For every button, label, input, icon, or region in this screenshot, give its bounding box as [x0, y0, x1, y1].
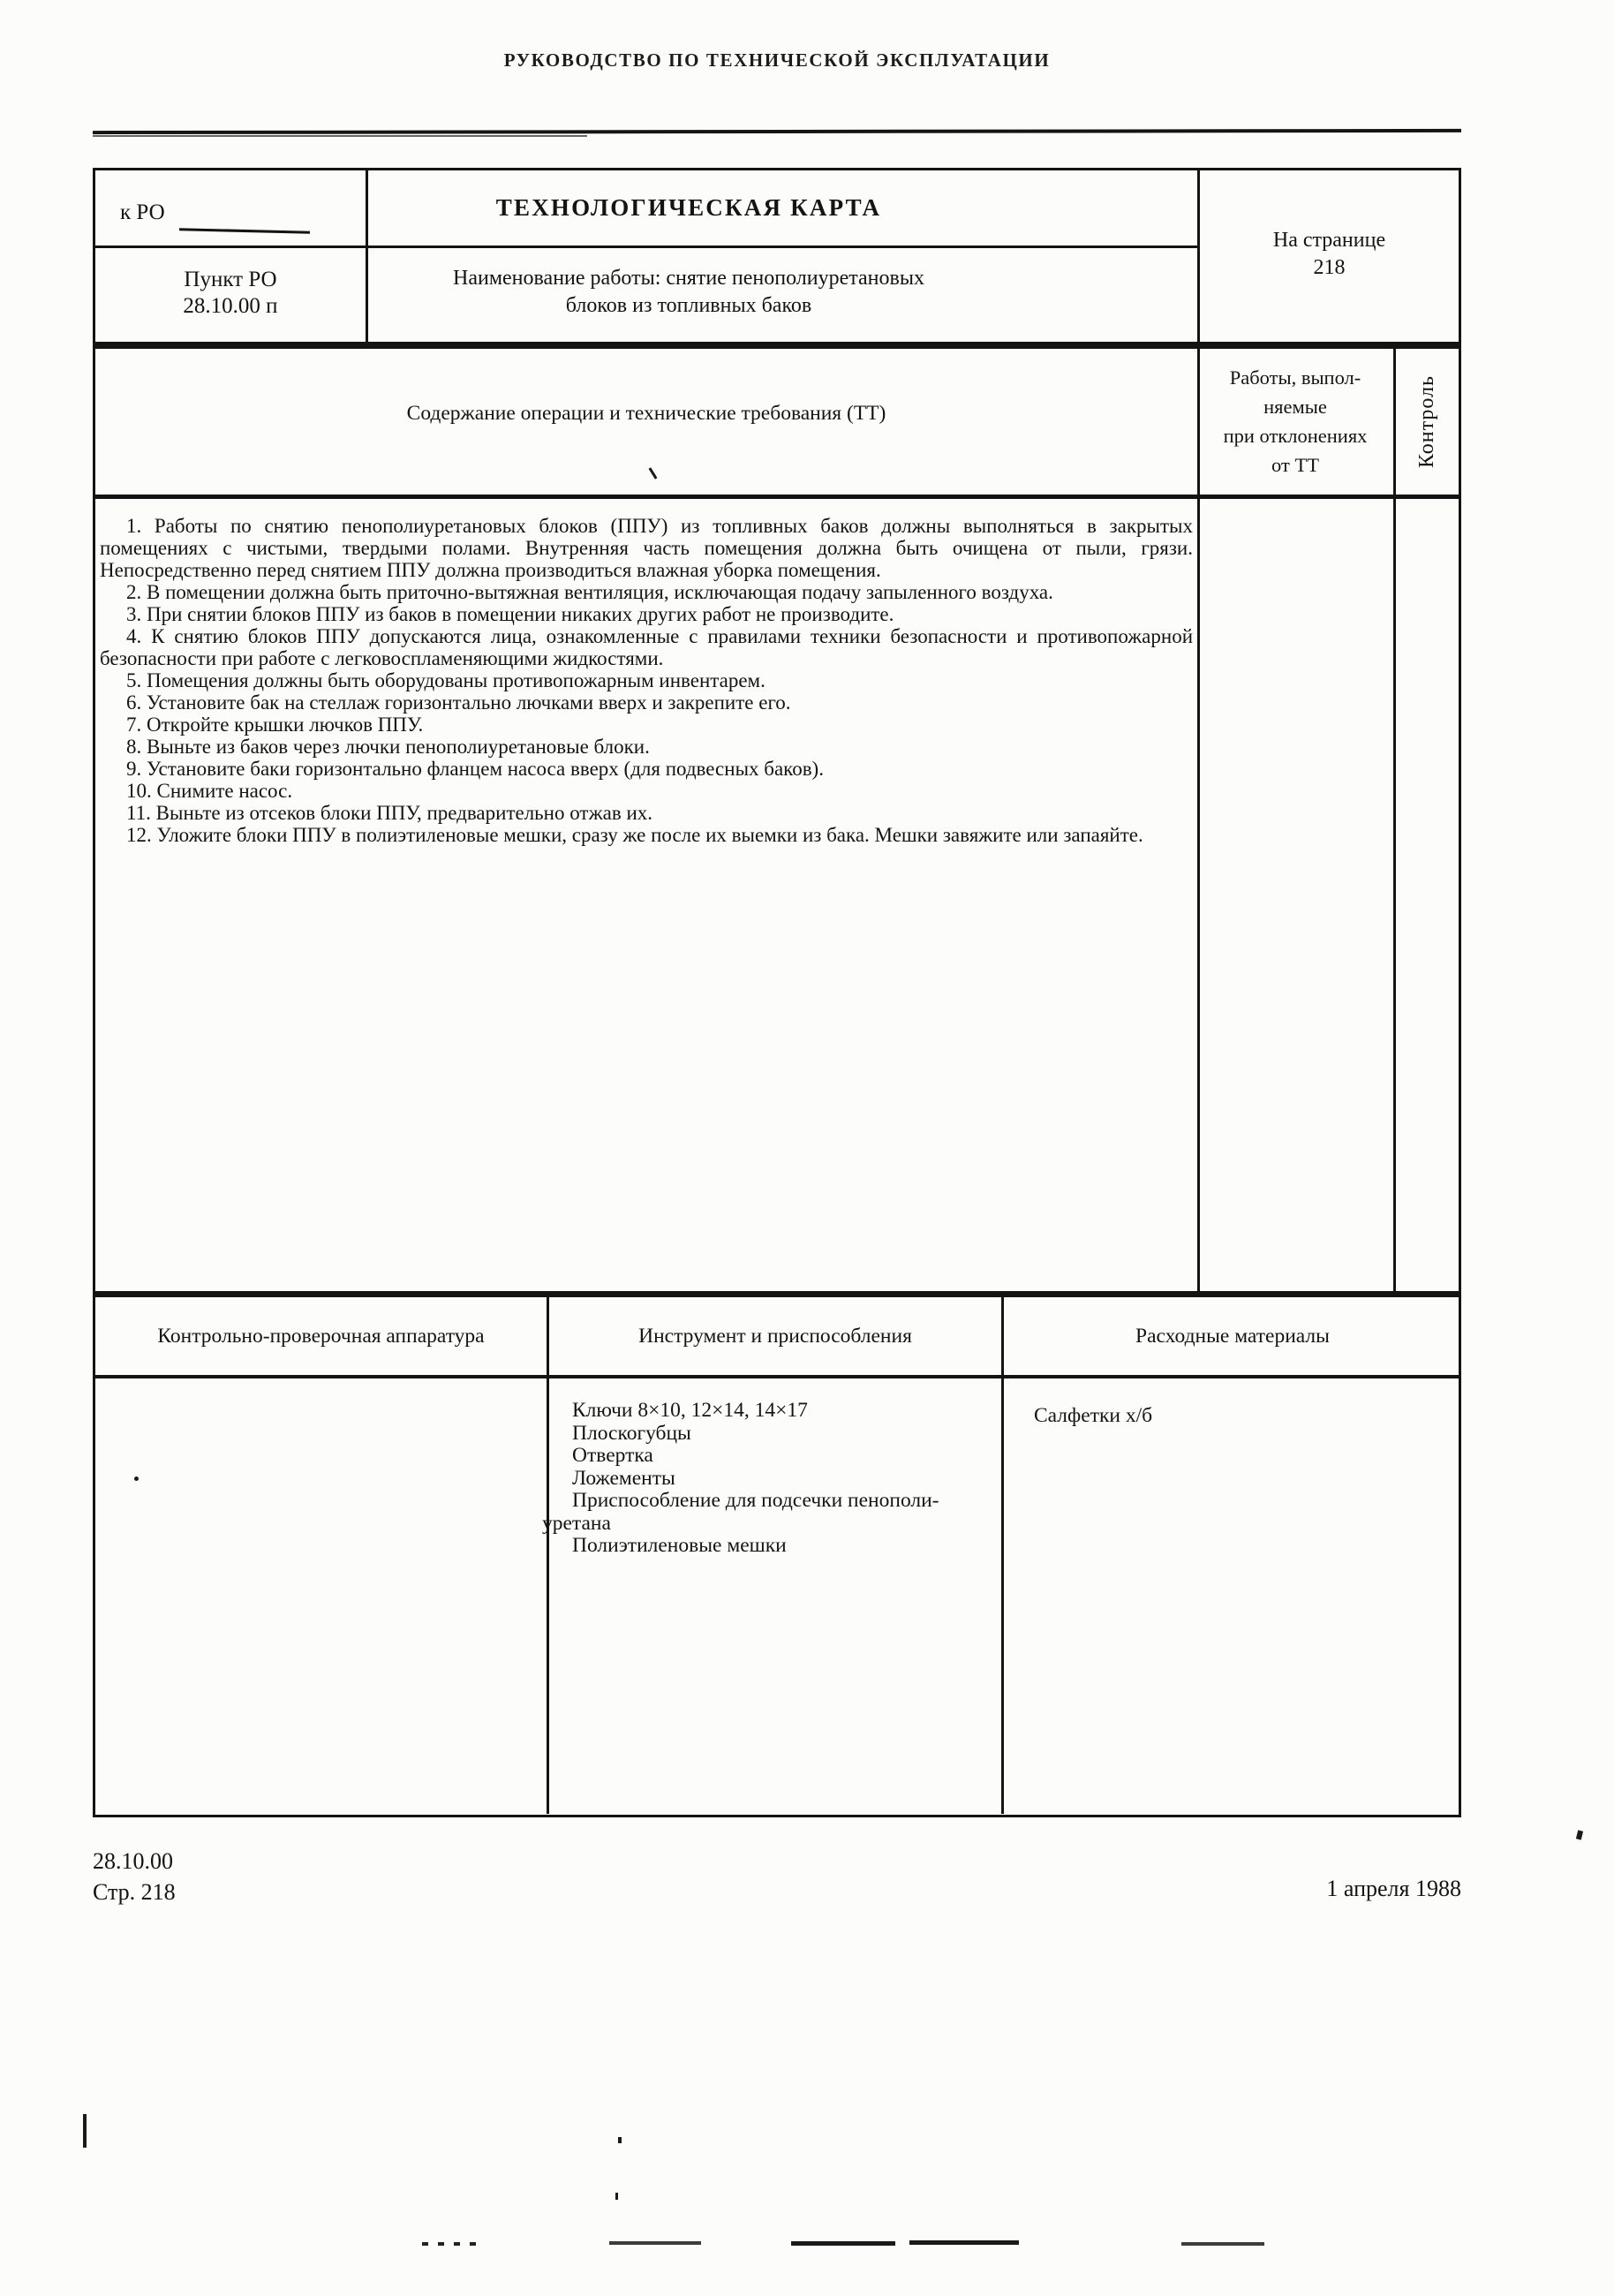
list-item: 3. При снятии блоков ППУ из баков в помещении никаких других работ не производите. [126, 603, 894, 625]
list-item: Работы, выпол- [1229, 366, 1361, 389]
content-header: Содержание операции и технические требования (ТТ) [406, 402, 886, 425]
scan-smudge-artifact [609, 2241, 701, 2245]
scan-bar-artifact [83, 2114, 87, 2148]
list-item: 10. Снимите насос. [126, 780, 293, 802]
footer-left [93, 1846, 176, 1907]
list-item: 4. К снятию блоков ППУ допускаются лица, ознакомленные с правилами техники безопасности и противопожарной безопасности при работе с легковоспламеняющими жидкостями. [100, 625, 1193, 669]
operations-list [100, 515, 1193, 846]
work-name-cell [366, 245, 1197, 344]
running-header: РУКОВОДСТВО ПО ТЕХНИЧЕСКОЙ ЭКСПЛУАТАЦИИ [503, 49, 1051, 71]
scan-smudge-artifact [909, 2240, 1019, 2245]
punkt-ro-line1: Пункт РО [184, 268, 277, 291]
tools-header-cell [549, 1297, 1001, 1375]
page-ref-label: На странице [1272, 229, 1386, 252]
scan-smudge-artifact [791, 2241, 895, 2246]
header-table [93, 168, 1461, 344]
operations-header-hline [95, 495, 1459, 499]
kpa-header-cell [95, 1297, 547, 1375]
to-ro-cell [95, 170, 366, 245]
list-item: 9. Установите баки горизонтально фланцем насоса вверх (для подвесных баков). [126, 758, 824, 780]
control-header-cell [1393, 349, 1461, 495]
scan-speck-artifact [1576, 1830, 1583, 1839]
list-item: 12. Уложите блоки ППУ в полиэтиленовые мешки, сразу же после их выемки из бака. Мешки завяжите или запаяйте. [126, 824, 1143, 846]
materials-header-cell [1004, 1297, 1461, 1375]
footer-date: 1 апреля 1988 [1326, 1876, 1461, 1901]
page-ref-number: 218 [1313, 256, 1346, 279]
list-item: 1. Работы по снятию пенополиуретановых блоков (ППУ) из топливных баков должны выполняться в закрытых помещениях с чистыми, твердыми полами. Внутренняя часть помещения должна быть очищена от пыли, грязи. Непосредственно перед снятием ППУ должна производиться влажная уборка помещения. [100, 515, 1193, 581]
footer-task-number: 28.10.00 [93, 1848, 173, 1874]
scan-smudge-artifact [422, 2242, 477, 2246]
list-item: 11. Выньте из отсеков блоки ППУ, предварительно отжав их. [126, 802, 653, 824]
work-name-line1: Наименование работы: снятие пенополиуретановых [453, 267, 924, 290]
deviations-header-cell [1197, 349, 1393, 495]
footer-page-number: Стр. 218 [93, 1879, 176, 1905]
list-item: Плоскогубцы [572, 1421, 691, 1445]
operations-table [93, 344, 1461, 1294]
scan-speck-artifact [615, 2193, 618, 2200]
list-item: Полиэтиленовые мешки [572, 1534, 787, 1557]
kpa-header: Контрольно-проверочная аппаратура [157, 1324, 485, 1348]
materials-list [1034, 1405, 1458, 1428]
list-item: 8. Выньте из баков через лючки пенополиуретановые блоки. [126, 736, 650, 758]
list-item: 6. Установите бак на стеллаж горизонтально лючками вверх и закрепите его. [126, 691, 791, 714]
list-item: Приспособление для подсечки пенополи- [572, 1489, 939, 1512]
document-title-cell [366, 170, 1197, 245]
list-item: от ТТ [1271, 454, 1319, 476]
content-header-cell [95, 349, 1197, 495]
header-rule-shadow [93, 135, 587, 137]
list-item: при отклонениях [1223, 425, 1368, 447]
equipment-header-hline [95, 1375, 1459, 1378]
equipment-table [93, 1294, 1461, 1817]
list-item: Салфетки х/б [1034, 1404, 1153, 1427]
list-item: 5. Помещения должны быть оборудованы противопожарным инвентарем. [126, 669, 766, 691]
list-item: 2. В помещении должна быть приточно-вытяжная вентиляция, исключающая подачу запыленного воздуха. [126, 581, 1053, 603]
list-item: 7. Откройте крышки лючков ППУ. [126, 714, 424, 736]
list-item: Отвертка [572, 1444, 653, 1467]
list-item: уретана [542, 1511, 611, 1535]
page-ref-cell [1197, 170, 1461, 344]
tools-header: Инструмент и приспособления [638, 1324, 912, 1348]
header-rule [93, 129, 1461, 134]
list-item: няемые [1263, 396, 1327, 418]
work-name-line2: блоков из топливных баков [565, 294, 812, 317]
list-item: Ложементы [572, 1466, 675, 1490]
tools-list [542, 1399, 998, 1558]
scan-smudge-artifact [1181, 2242, 1264, 2246]
scan-dot-artifact [134, 1477, 139, 1481]
control-header: Контроль [1415, 374, 1438, 469]
materials-header: Расходные материалы [1135, 1324, 1330, 1348]
list-item: Ключи 8×10, 12×14, 14×17 [572, 1399, 808, 1422]
scan-speck-artifact [618, 2137, 622, 2143]
punkt-ro-line2: 28.10.00 п [183, 294, 278, 318]
to-ro-label: к РО [120, 200, 165, 224]
document-title: ТЕХНОЛОГИЧЕСКАЯ КАРТА [495, 194, 882, 221]
